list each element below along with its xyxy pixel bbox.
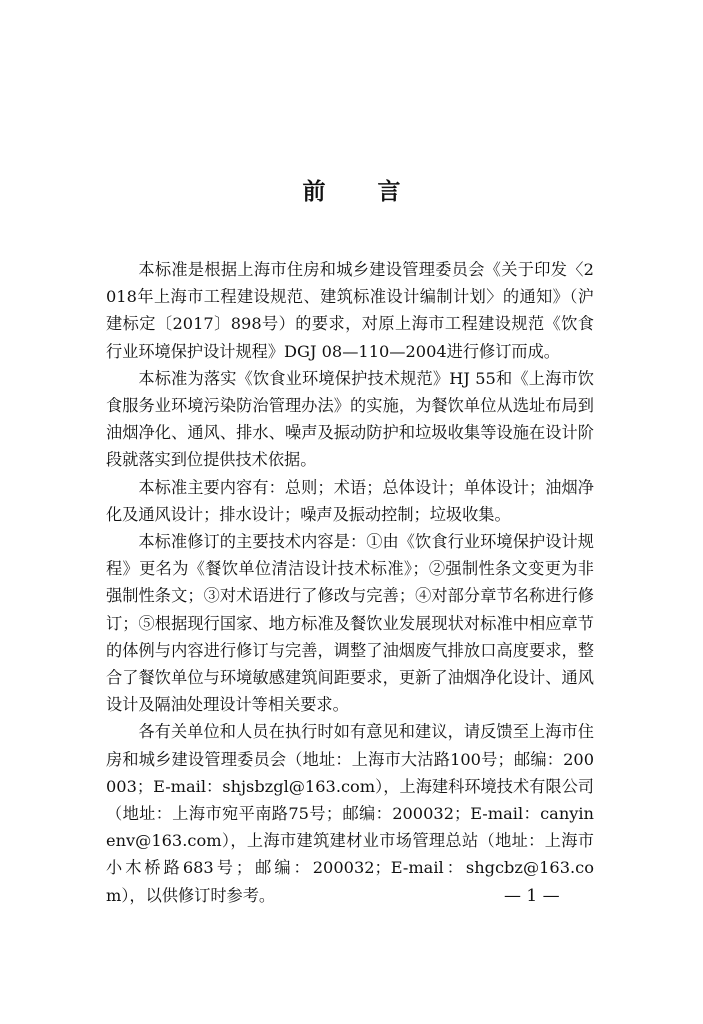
paragraph-basis: 本标准是根据上海市住房和城乡建设管理委员会《关于印发〈2018年上海市工程建设规范、建筑标准设计编制计划〉的通知》（沪建标定〔2017〕898号）的要求，对原上海市工程建设规范《饮食行业环境保护设计规程》DGJ 08—110—2004进行修订而成。 [106,260,594,361]
page-title: 前 言 [302,178,423,205]
paragraph-feedback: 各有关单位和人员在执行时如有意见和建议，请反馈至上海市住房和城乡建设管理委员会（地址：上海市大沽路100号；邮编：200003；E-mail：shjsbzgl@163.com），上海建科环境技术有限公司（地址：上海市宛平南路75号；邮编：200032；E-mail：canyinenv@163.com），上海市建筑建材业市场管理总站（地址：上海市小木桥路683号；邮编：200032；E-mail：shgcbz@163.com），以供修订时参考。 [106,722,594,905]
page-number: — 1 — [504,886,560,906]
paragraph-purpose: 本标准为落实《饮食业环境保护技术规范》HJ 55和《上海市饮食服务业环境污染防治管理办法》的实施，为餐饮单位从选址布局到油烟净化、通风、排水、噪声及振动防护和垃圾收集等设施在设计阶段就落实到位提供技术依据。 [106,368,594,470]
paragraph-contents: 本标准主要内容有：总则；术语；总体设计；单体设计；油烟净化及通风设计；排水设计；噪声及振动控制；垃圾收集。 [106,477,594,524]
paragraph-revisions: 本标准修订的主要技术内容是：①由《饮食行业环境保护设计规程》更名为《餐饮单位清洁设计技术标准》；②强制性条文变更为非强制性条文；③对术语进行了修改与完善；④对部分章节名称进行修订；⑤根据现行国家、地方标准及餐饮业发展现状对标准中相应章节的体例与内容进行修订与完善，调整了油烟废气排放口高度要求，整合了餐饮单位与环境敏感建筑间距要求，更新了油烟净化设计、通风设计及隔油处理设计等相关要求。 [106,532,594,715]
preface-body [106,256,594,909]
